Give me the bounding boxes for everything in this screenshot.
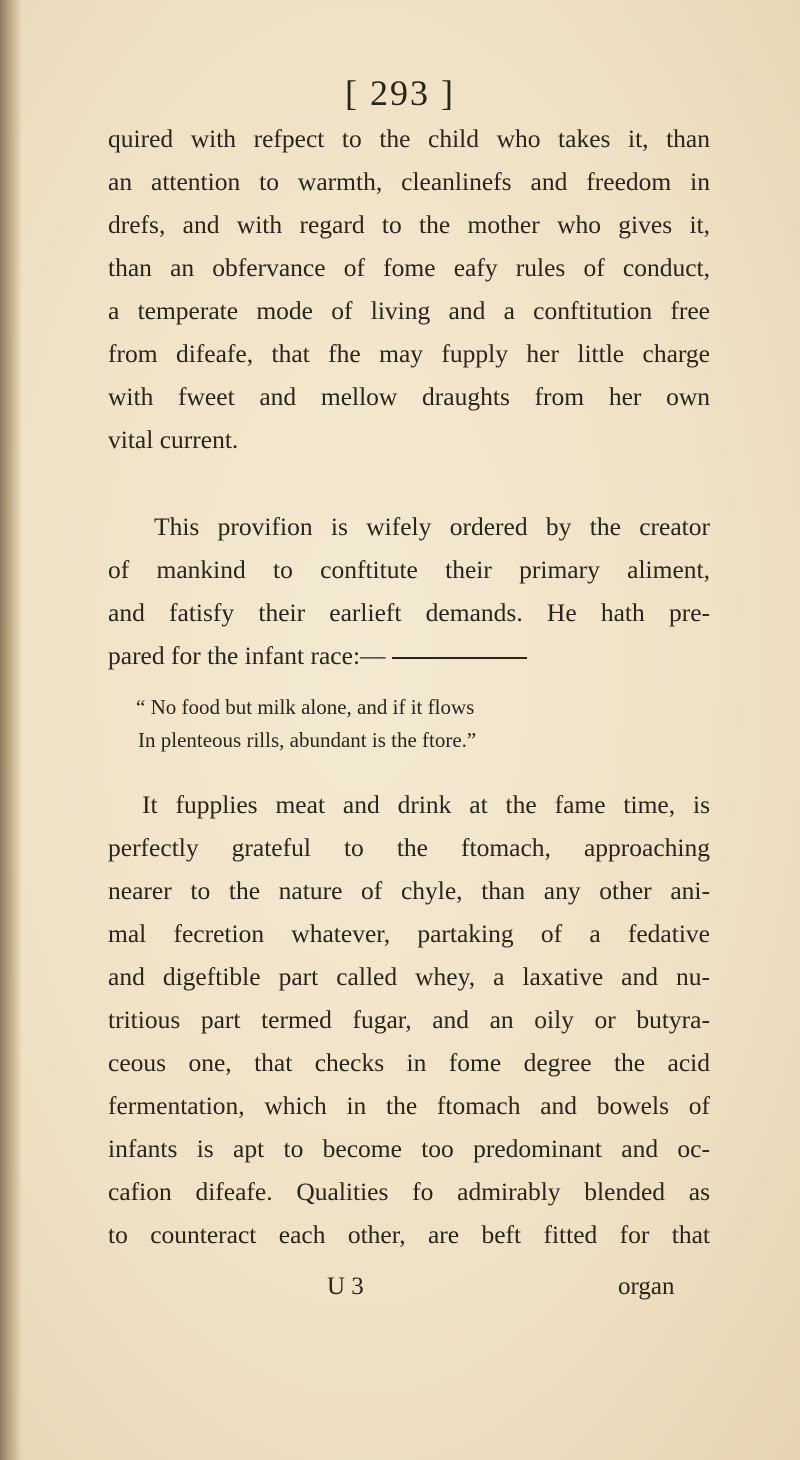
text-line: a temperate mode of living and a conftitution free [108, 296, 710, 325]
text-line: ceous one, that checks in fome degree the acid [108, 1048, 710, 1077]
text-line-with-rule [108, 634, 710, 677]
spine-shadow [0, 0, 22, 1460]
text-line: vital current. [108, 425, 239, 454]
text-line: with fweet and mellow draughts from her own [108, 382, 710, 411]
text-line: cafion difeafe. Qualities fo admirably blended as [108, 1177, 710, 1206]
text-line: pared for the infant race:— [108, 641, 386, 670]
text-line: fermentation, which in the ftomach and bowels of [108, 1091, 710, 1120]
quote-line: “ No food but milk alone, and if it flows [136, 695, 475, 719]
verse-quotation [136, 691, 636, 757]
text-line: It fupplies meat and drink at the fame time, is [142, 790, 710, 819]
text-line: and fatisfy their earlieft demands. He hath pre- [108, 598, 710, 627]
text-line: to counteract each other, are beft fitted for that [108, 1220, 710, 1249]
text-line: from difeafe, that fhe may fupply her little charge [108, 339, 710, 368]
quote-line: In plenteous rills, abundant is the ftore.” [138, 728, 477, 752]
paragraph-1 [108, 117, 710, 461]
text-line: drefs, and with regard to the mother who gives it, [108, 210, 710, 239]
paragraph-3 [108, 783, 710, 1256]
text-line: of mankind to conftitute their primary aliment, [108, 555, 710, 584]
page-number-header: [ 293 ] [345, 73, 455, 113]
text-line: and digeftible part called whey, a laxative and nu- [108, 962, 710, 991]
text-line: infants is apt to become too predominant and oc- [108, 1134, 710, 1163]
paragraph-2 [108, 505, 710, 677]
dash-rule [392, 657, 527, 659]
text-line: an attention to warmth, cleanlinefs and freedom in [108, 167, 710, 196]
text-line: nearer to the nature of chyle, than any other ani- [108, 876, 710, 905]
text-line: This provifion is wifely ordered by the creator [154, 512, 710, 541]
text-line: tritious part termed fugar, and an oily or butyra- [108, 1005, 710, 1034]
text-line: mal fecretion whatever, partaking of a fedative [108, 919, 710, 948]
signature-mark: U 3 [327, 1273, 364, 1300]
text-line: perfectly grateful to the ftomach, approaching [108, 833, 710, 862]
text-line: than an obfervance of fome eafy rules of conduct, [108, 253, 710, 282]
text-line: quired with refpect to the child who takes it, than [108, 124, 710, 153]
catchword: organ [618, 1273, 675, 1300]
